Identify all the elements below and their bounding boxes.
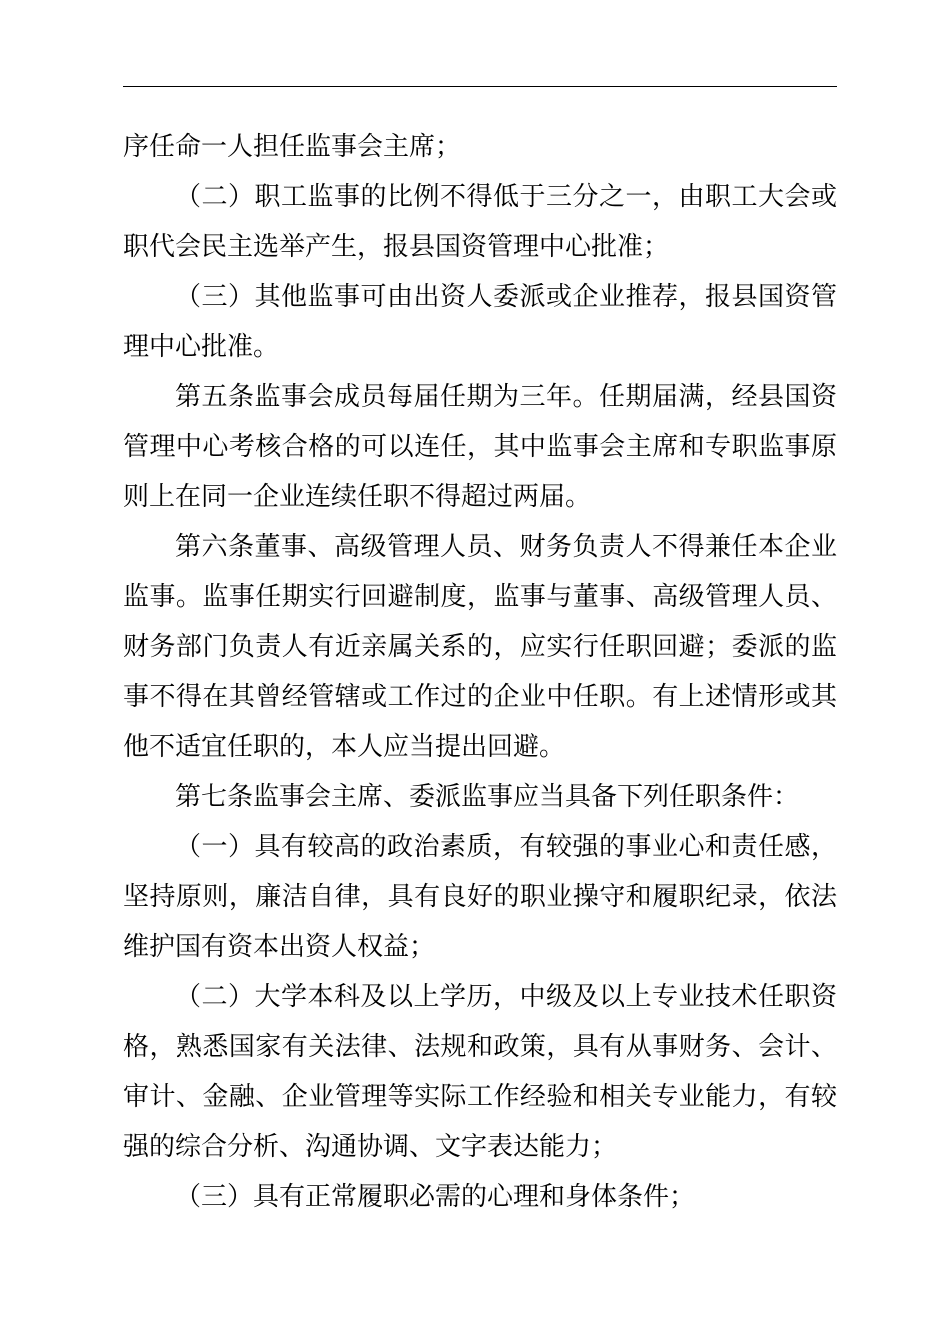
text-line: 第五条监事会成员每届任期为三年。任期届满，经县国资 <box>175 382 837 412</box>
text-line: （二）大学本科及以上学历，中级及以上专业技术任职资 <box>175 982 837 1012</box>
text-line: 坚持原则，廉洁自律，具有良好的职业操守和履职纪录，依法 <box>123 882 837 912</box>
text-line: （二）职工监事的比例不得低于三分之一，由职工大会或 <box>175 182 837 212</box>
text-line: （三）具有正常履职必需的心理和身体条件； <box>175 1182 696 1212</box>
text-line: 则上在同一企业连续任职不得超过两届。 <box>123 482 592 512</box>
text-line: 事不得在其曾经管辖或工作过的企业中任职。有上述情形或其 <box>123 682 837 712</box>
text-line: 第六条董事、高级管理人员、财务负责人不得兼任本企业 <box>175 532 837 562</box>
text-line: 职代会民主选举产生，报县国资管理中心批准； <box>123 232 670 262</box>
text-line: 第七条监事会主席、委派监事应当具备下列任职条件： <box>175 782 800 812</box>
text-line: （一）具有较高的政治素质，有较强的事业心和责任感， <box>175 832 837 862</box>
text-line: 强的综合分析、沟通协调、文字表达能力； <box>123 1132 618 1162</box>
text-line: 格，熟悉国家有关法律、法规和政策，具有从事财务、会计、 <box>123 1032 837 1062</box>
header-rule <box>123 86 837 87</box>
document-body <box>123 122 837 1222</box>
text-line: （三）其他监事可由出资人委派或企业推荐，报县国资管 <box>175 282 837 312</box>
text-line: 他不适宜任职的，本人应当提出回避。 <box>123 732 566 762</box>
text-line: 维护国有资本出资人权益； <box>123 932 436 962</box>
text-line: 审计、金融、企业管理等实际工作经验和相关专业能力，有较 <box>123 1082 837 1112</box>
text-line: 财务部门负责人有近亲属关系的，应实行任职回避；委派的监 <box>123 632 837 662</box>
text-line: 管理中心考核合格的可以连任，其中监事会主席和专职监事原 <box>123 432 837 462</box>
text-line: 序任命一人担任监事会主席； <box>123 132 462 162</box>
text-line: 监事。监事任期实行回避制度，监事与董事、高级管理人员、 <box>123 582 837 612</box>
text-line: 理中心批准。 <box>123 332 280 362</box>
